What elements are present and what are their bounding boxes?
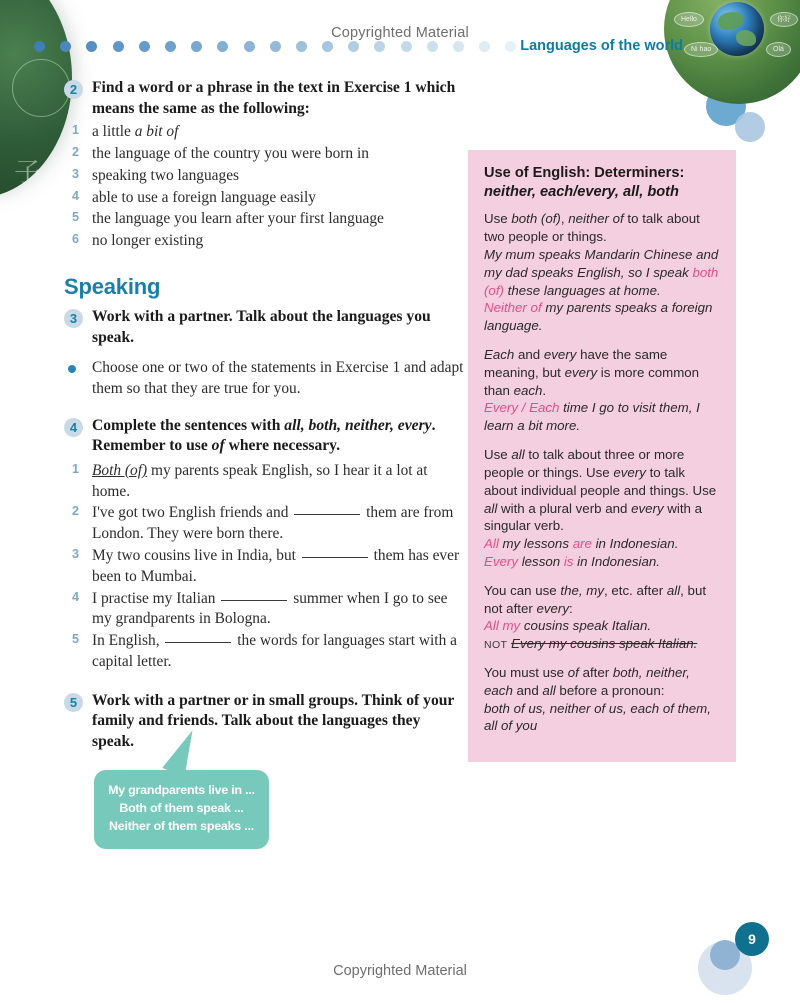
item-text: summer when I go to see my grandparents in Bologna. (92, 589, 448, 628)
text-run: You must use (484, 665, 568, 681)
text-run: , but not after (484, 582, 707, 616)
rule-text (484, 582, 720, 618)
text-run: all (511, 447, 525, 463)
text-run: Use (484, 211, 512, 227)
text-run: every (543, 347, 577, 363)
item-number: 5 (72, 632, 80, 647)
example-sentence (484, 299, 720, 335)
cjk-char: 子 (14, 158, 42, 189)
use-of-english-title (484, 164, 720, 201)
exercise-4-list (64, 461, 464, 673)
use-of-english-block (484, 346, 720, 435)
exercise-4-instruction (92, 417, 435, 455)
text-run: both (of) (484, 264, 719, 298)
left-column (64, 78, 464, 833)
exercise-4 (64, 416, 464, 673)
unit-title: Languages of the world (520, 38, 683, 54)
text-run: my parents speaks a foreign language. (484, 300, 713, 334)
exercise-3-header (64, 307, 464, 348)
item-text: the language of the country you were born in (92, 144, 369, 162)
list-item[interactable] (64, 503, 464, 545)
bubble-line: Both of them speak ... (119, 800, 244, 815)
exercise-3-instruction: Work with a partner. Talk about the languages you speak. (92, 307, 431, 346)
list-item[interactable] (64, 166, 464, 187)
example-sentence (484, 700, 720, 736)
decorative-dot-rule (34, 41, 516, 52)
left-circle-cjk-characters (14, 115, 42, 190)
list-item[interactable] (64, 188, 464, 209)
item-number: 5 (72, 210, 80, 225)
exercise-3 (64, 307, 464, 400)
item-text: them has ever been to Mumbai. (92, 547, 460, 585)
text-run: NOT (484, 639, 508, 652)
list-item[interactable] (64, 144, 464, 165)
speech-bubble (94, 770, 269, 849)
exercise-number-badge: 5 (64, 693, 83, 712)
speech-bubble-word: Hello (674, 12, 704, 27)
item-number: 1 (72, 461, 80, 476)
exercise-number-badge: 3 (64, 309, 83, 328)
text-run: time I go to visit them, I learn a bit more. (484, 400, 700, 434)
exercise-2-instruction: Find a word or a phrase in the text in Exercise 1 which means the same as the following: (92, 79, 456, 117)
text-run: : (569, 600, 573, 616)
list-item[interactable] (64, 231, 464, 252)
rule-text (484, 346, 720, 399)
text-run: every (536, 600, 569, 616)
rule-text (484, 210, 720, 246)
exercise-2 (64, 78, 464, 252)
item-number: 1 (72, 123, 80, 138)
text-run: . (542, 382, 547, 398)
copyright-footer: Copyrighted Material (333, 963, 467, 979)
text-run: both (of) (511, 211, 561, 227)
text-run: every (564, 364, 598, 380)
text-run: before a pronoun: (555, 682, 665, 698)
text-run: All my (484, 618, 521, 634)
section-title-speaking: Speaking (64, 273, 161, 299)
text-run: Use (484, 447, 512, 463)
list-item[interactable] (64, 589, 464, 631)
example-sentence (484, 246, 720, 299)
exercise-number-badge: 2 (64, 80, 83, 99)
example-sentence (484, 399, 720, 435)
example-sentence (484, 553, 720, 571)
text-run: My mum speaks Mandarin Chinese and my dad speaks English, so I speak (484, 246, 719, 280)
text-run: my lessons (498, 536, 573, 552)
item-text: the language you learn after your first language (92, 210, 384, 228)
list-item[interactable] (64, 209, 464, 230)
answer-blank[interactable] (302, 557, 368, 558)
text-run: and (512, 682, 543, 698)
text-run: every (613, 464, 646, 480)
item-text: them are from London. They were born there. (92, 504, 454, 543)
exercise-2-header (64, 78, 464, 119)
instr-italic: of (211, 437, 225, 455)
item-answer: Both (of) (92, 461, 148, 479)
text-run: , etc. after (604, 582, 667, 598)
example-sentence (484, 635, 720, 653)
item-number: 3 (72, 166, 80, 181)
text-run: neither of (568, 211, 624, 227)
item-number: 2 (72, 144, 80, 159)
text-run: both of us, neither of us, each of them, all of you (484, 700, 711, 734)
use-of-english-block (484, 210, 720, 335)
exercise-number-badge: 4 (64, 418, 83, 437)
text-run: these languages at home. (503, 282, 661, 298)
exercise-2-list (64, 122, 464, 252)
text-run: are (572, 536, 592, 552)
item-text: I've got two English friends and (92, 504, 293, 522)
rule-text (484, 446, 720, 535)
instr-part: Complete the sentences with (92, 416, 285, 434)
item-text: I practise my Italian (92, 589, 220, 607)
exercise-5-instruction: Work with a partner or in small groups. Think of your family and friends. Talk about the languages they speak. (92, 691, 455, 750)
item-text: a little (92, 123, 135, 141)
use-of-english-panel (468, 150, 736, 762)
exercise-3-bullet (64, 358, 464, 400)
item-number: 6 (72, 232, 80, 247)
item-number: 3 (72, 547, 80, 562)
exercise-5 (64, 691, 464, 753)
text-run: is more common than (484, 364, 700, 398)
text-run: to talk about individual people and things. Use (484, 464, 717, 498)
item-text: no longer existing (92, 232, 204, 250)
text-run: in Indonesian. (591, 536, 679, 552)
answer-blank[interactable] (165, 642, 231, 643)
instr-italic: all, both, neither, every (284, 416, 432, 434)
text-run: All (484, 536, 499, 552)
title-italic: neither, each/every, all, both (484, 183, 679, 200)
item-text: the words for languages start with a capital letter. (92, 632, 457, 671)
item-text: speaking two languages (92, 166, 240, 184)
text-run: every (631, 500, 664, 516)
list-item[interactable] (64, 461, 464, 503)
instr-part: . Remember to use (92, 416, 436, 455)
text-run: both, neither, each (484, 665, 690, 698)
answer-blank[interactable] (221, 600, 287, 601)
speech-bubble-word: Olá (766, 42, 791, 57)
bullet-text: Choose one or two of the statements in Exercise 1 and adapt them so that they are true for you. (92, 359, 464, 397)
item-text: My two cousins live in India, but (92, 547, 300, 565)
item-number: 4 (72, 188, 80, 203)
text-run: after (578, 665, 613, 681)
text-run: all (666, 582, 681, 598)
text-run: in Indonesian. (573, 553, 660, 569)
list-item[interactable] (64, 122, 464, 143)
text-run: all (542, 682, 556, 698)
text-run: Each (484, 347, 515, 363)
instr-part: where necessary. (224, 437, 341, 455)
text-run: with a singular verb. (484, 500, 703, 534)
item-text: my parents speak English, so I hear it a lot at home. (92, 461, 428, 500)
speech-bubble-word: 你好 (770, 12, 798, 27)
speech-bubble-word: Ni hao (684, 42, 718, 57)
text-run: to talk about three or more people or things. Use (484, 447, 685, 480)
bubble-line: My grandparents live in ... (108, 783, 255, 797)
use-of-english-block (484, 582, 720, 653)
item-answer: a bit of (134, 123, 179, 141)
text-run: to talk about two people or things. (484, 211, 700, 245)
decorative-circle (735, 112, 765, 142)
item-number: 2 (72, 504, 80, 519)
text-run: Every (484, 553, 518, 569)
text-run: the, my (560, 582, 605, 598)
bubble-line: Neither of them speaks ... (109, 818, 254, 833)
answer-blank[interactable] (294, 514, 360, 515)
example-sentence (484, 617, 720, 635)
title-main: Use of English: Determiners: (484, 165, 685, 181)
text-run: , (560, 211, 569, 227)
text-run: is (563, 553, 574, 569)
text-run: with a plural verb and (497, 500, 632, 516)
text-run: have the same meaning, but (484, 347, 668, 380)
list-item[interactable] (64, 546, 464, 588)
text-run: and (514, 347, 544, 363)
use-of-english-block (484, 664, 720, 735)
text-run: cousins speak Italian. (520, 618, 652, 634)
item-number: 4 (72, 589, 80, 604)
page-number-badge: 9 (735, 922, 769, 956)
text-run: Every my cousins speak Italian. (511, 636, 698, 652)
globe-artwork (664, 0, 800, 104)
text-run: lesson (518, 553, 564, 569)
use-of-english-blocks (484, 210, 720, 735)
bullet-dot-icon (68, 365, 76, 373)
rule-text (484, 664, 720, 700)
list-item[interactable] (64, 631, 464, 673)
text-run: each (513, 382, 543, 398)
item-text: In English, (92, 632, 164, 650)
example-sentence (484, 535, 720, 553)
text-run: Every / Each (484, 400, 560, 416)
text-run: all (484, 500, 498, 516)
item-text: able to use a foreign language easily (92, 188, 316, 206)
text-run: You can use (484, 582, 561, 598)
copyright-header: Copyrighted Material (331, 25, 469, 41)
exercise-5-header (64, 691, 464, 753)
exercise-4-header (64, 416, 464, 457)
use-of-english-block (484, 446, 720, 571)
text-run: of (567, 665, 579, 681)
text-run: Neither of (484, 300, 542, 316)
